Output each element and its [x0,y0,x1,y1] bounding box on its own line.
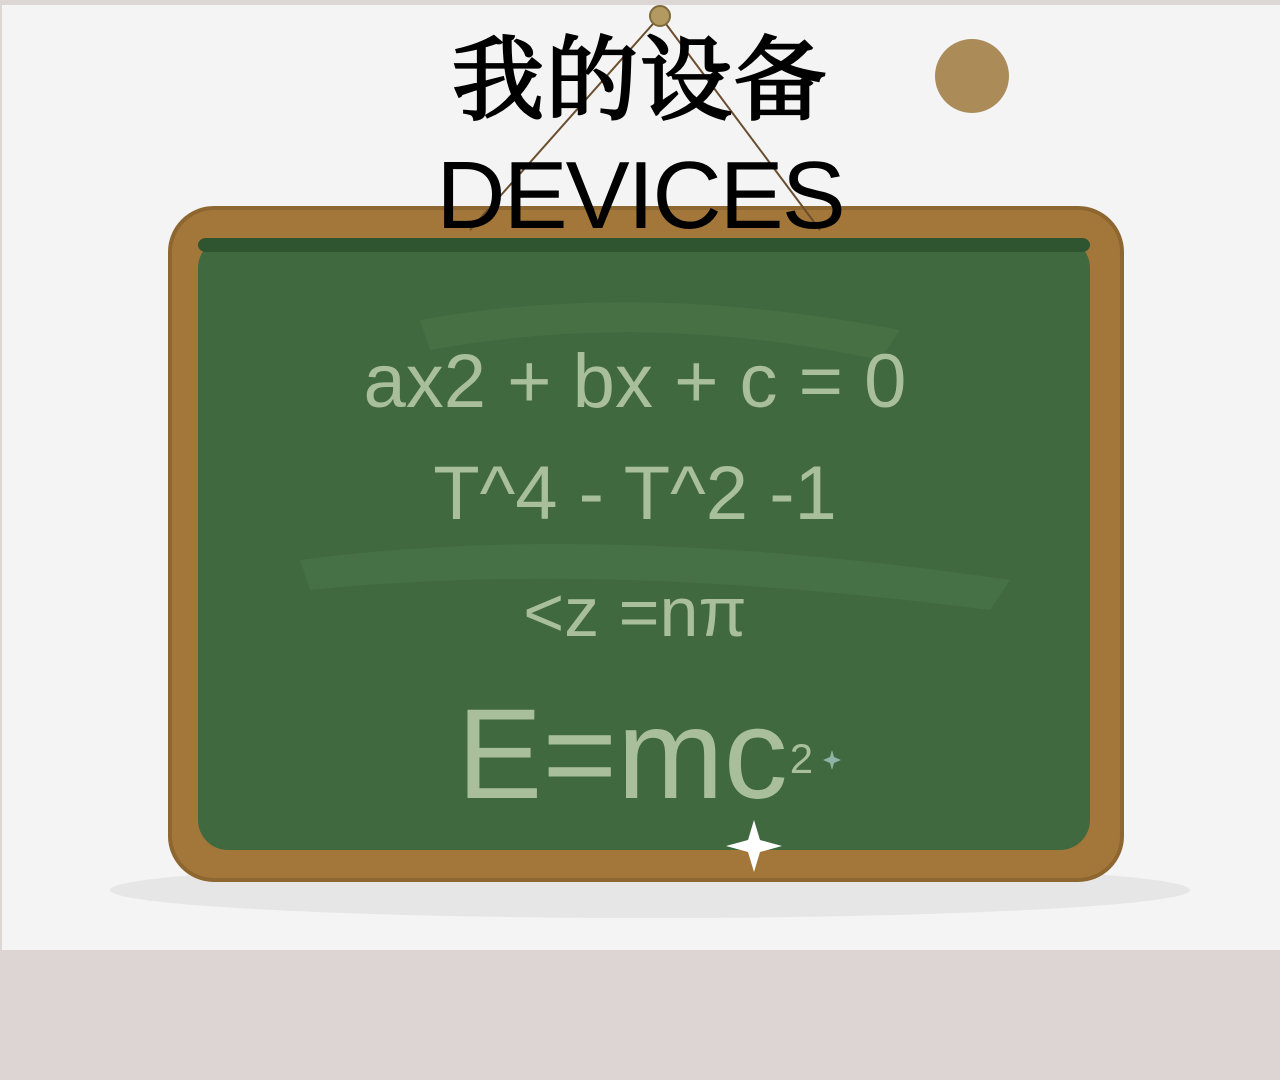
formula-einstein-exponent: 2 [789,735,814,782]
formula-einstein-base: E=mc [456,683,788,826]
formula-angle: <z =nπ [523,573,747,651]
formula-polynomial: T^4 - T^2 -1 [433,451,837,536]
nail [650,6,670,26]
formula-quadratic: ax2 + bx + c = 0 [363,339,907,424]
bottom-band [0,950,1280,1080]
formula-einstein [200,683,1070,826]
page-title-chinese: 我的设备 [451,26,828,134]
page-title-english: DEVICES [436,142,844,249]
